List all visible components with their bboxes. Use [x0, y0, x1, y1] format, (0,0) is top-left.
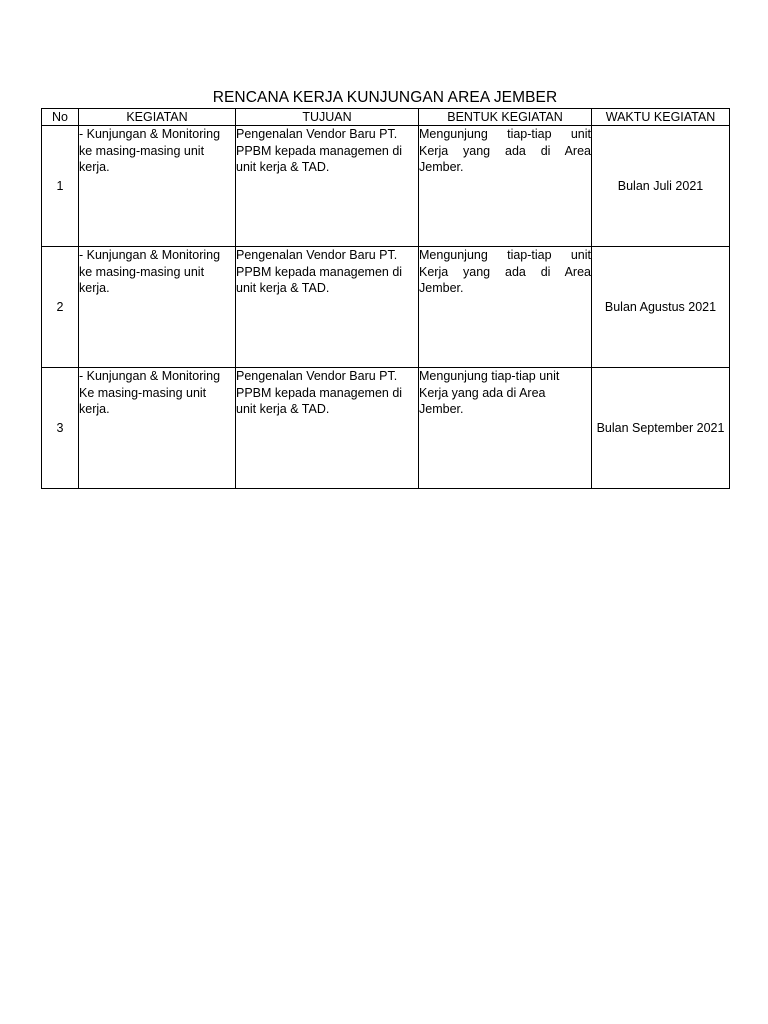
table-row: [42, 368, 730, 489]
header-bentuk-kegiatan: BENTUK KEGIATAN: [419, 109, 592, 126]
table-header-row: [42, 109, 730, 126]
header-tujuan: TUJUAN: [236, 109, 419, 126]
tujuan-cell: Pengenalan Vendor Baru PT. PPBM kepada managemen di unit kerja & TAD.: [236, 368, 419, 489]
waktu-kegiatan-cell: Bulan Juli 2021: [592, 126, 730, 247]
work-plan-table: [41, 108, 730, 489]
row-number: 2: [42, 247, 79, 368]
header-waktu-kegiatan: WAKTU KEGIATAN: [592, 109, 730, 126]
bentuk-kegiatan-cell: Mengunjung tiap-tiap unit Kerja yang ada di Area Jember.: [419, 368, 592, 489]
waktu-kegiatan-cell: Bulan September 2021: [592, 368, 730, 489]
row-number: 1: [42, 126, 79, 247]
tujuan-cell: Pengenalan Vendor Baru PT. PPBM kepada managemen di unit kerja & TAD.: [236, 247, 419, 368]
kegiatan-cell: - Kunjungan & Monitoring ke masing-masing unit kerja.: [79, 247, 236, 368]
header-kegiatan: KEGIATAN: [79, 109, 236, 126]
row-number: 3: [42, 368, 79, 489]
waktu-kegiatan-cell: Bulan Agustus 2021: [592, 247, 730, 368]
kegiatan-cell: - Kunjungan & Monitoring ke masing-masing unit kerja.: [79, 126, 236, 247]
kegiatan-cell: - Kunjungan & Monitoring Ke masing-masing unit kerja.: [79, 368, 236, 489]
tujuan-cell: Pengenalan Vendor Baru PT. PPBM kepada managemen di unit kerja & TAD.: [236, 126, 419, 247]
table-row: [42, 126, 730, 247]
table-row: [42, 247, 730, 368]
bentuk-kegiatan-cell: Mengunjung tiap-tiap unit Kerja yang ada di Area Jember.: [419, 247, 592, 368]
bentuk-kegiatan-cell: Mengunjung tiap-tiap unit Kerja yang ada di Area Jember.: [419, 126, 592, 247]
page-title: RENCANA KERJA KUNJUNGAN AREA JEMBER: [212, 89, 558, 106]
header-no: No: [42, 109, 79, 126]
